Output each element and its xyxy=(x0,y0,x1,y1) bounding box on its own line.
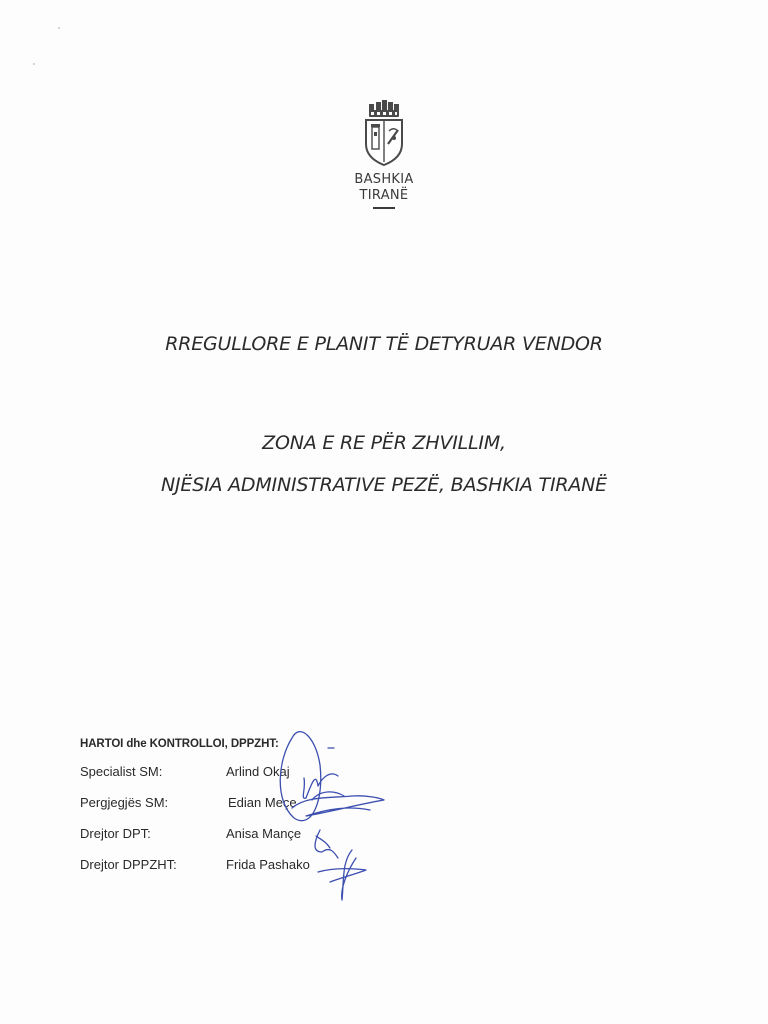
credit-row xyxy=(80,795,400,826)
logo-line-2: TIRANË xyxy=(359,188,409,203)
credits-block xyxy=(80,738,400,888)
credit-row xyxy=(80,764,400,795)
credits-heading: HARTOI dhe KONTROLLOI, DPPZHT: xyxy=(80,738,279,750)
logo-line-1: BASHKIA xyxy=(354,172,414,187)
credit-role: Pergjegjës SM: xyxy=(80,795,169,810)
document-title: RREGULLORE E PLANIT TË DETYRUAR VENDOR xyxy=(165,333,603,355)
credit-name: Edian Meçe xyxy=(228,795,297,810)
bashkia-tirane-crest-icon xyxy=(361,100,407,166)
credit-name: Anisa Mançe xyxy=(226,826,302,841)
logo-underline xyxy=(373,207,395,209)
scan-speck xyxy=(33,63,35,65)
credit-row xyxy=(80,857,400,888)
document-subtitle-line-2: NJËSIA ADMINISTRATIVE PEZË, BASHKIA TIRANË xyxy=(161,474,607,496)
credit-role: Specialist SM: xyxy=(80,764,163,779)
scan-speck xyxy=(58,27,60,29)
credit-name: Frida Pashako xyxy=(226,857,310,872)
municipality-logo xyxy=(334,100,434,209)
credit-role: Drejtor DPT: xyxy=(80,826,151,841)
logo-wordmark xyxy=(334,172,434,204)
credit-name: Arlind Okaj xyxy=(226,764,290,779)
credit-role: Drejtor DPPZHT: xyxy=(80,857,177,872)
document-subtitle-line-1: ZONA E RE PËR ZHVILLIM, xyxy=(262,432,506,454)
credit-row xyxy=(80,826,400,857)
